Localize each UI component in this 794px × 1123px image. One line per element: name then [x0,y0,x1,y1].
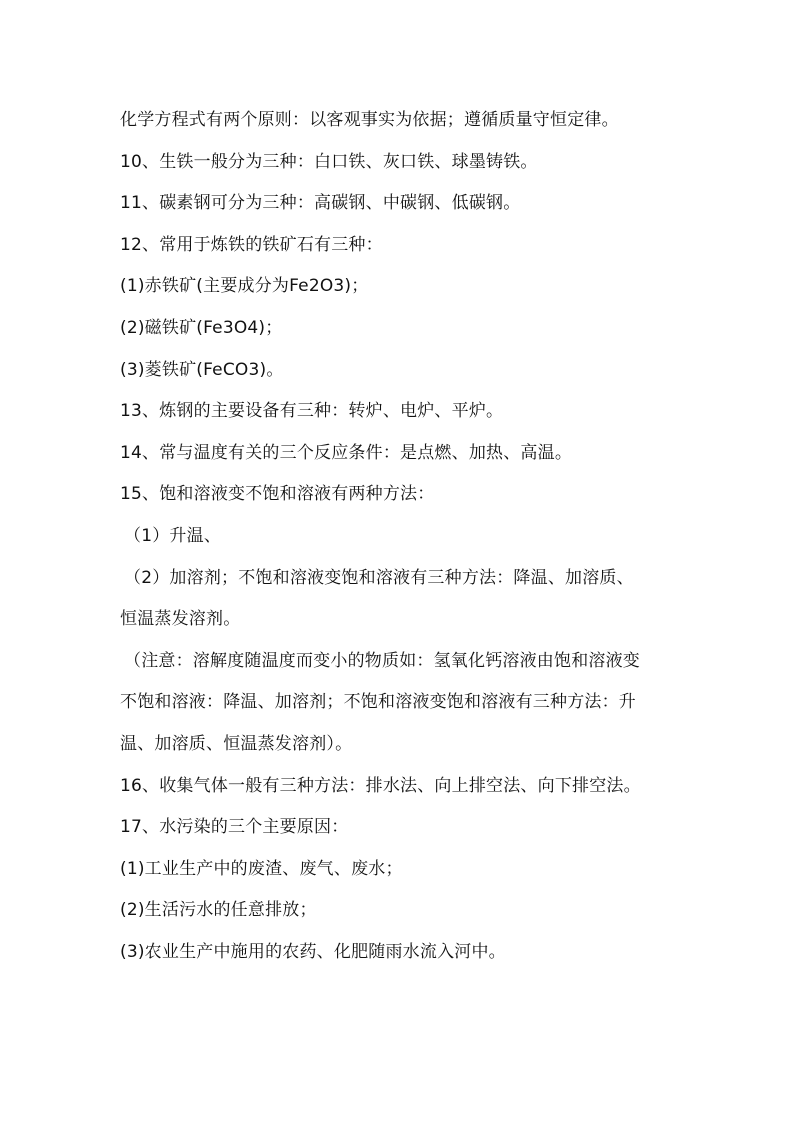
text-line: (1)赤铁矿(主要成分为Fe2O3)； [120,276,369,297]
text-line: 不饱和溶液：降温、加溶剂；不饱和溶液变饱和溶液有三种方法：升 [120,692,636,713]
text-line: （1）升温、 [124,525,222,546]
text-line: (3)农业生产中施用的农药、化肥随雨水流入河中。 [120,941,506,962]
text-line: (1)工业生产中的废渣、废气、废水； [120,858,403,879]
text-line: (3)菱铁矿(FeCO3)。 [120,359,284,380]
text-line: (2)生活污水的任意排放； [120,900,317,921]
text-line: 10、生铁一般分为三种：白口铁、灰口铁、球墨铸铁。 [120,151,538,172]
text-line: 化学方程式有两个原则：以客观事实为依据；遵循质量守恒定律。 [120,110,619,130]
document-body [120,100,680,973]
text-line: （2）加溶剂；不饱和溶液变饱和溶液有三种方法：降温、加溶质、 [124,567,634,588]
text-line: 16、收集气体一般有三种方法：排水法、向上排空法、向下排空法。 [120,775,641,796]
text-line: 温、加溶质、恒温蒸发溶剂）。 [120,733,353,754]
text-line: 12、常用于炼铁的铁矿石有三种： [120,234,383,255]
text-line: (2)磁铁矿(Fe3O4)； [120,317,283,338]
text-line: 恒温蒸发溶剂。 [120,609,241,630]
text-line: 14、常与温度有关的三个反应条件：是点燃、加热、高温。 [120,442,573,463]
text-line: 13、炼钢的主要设备有三种：转炉、电炉、平炉。 [120,401,504,422]
text-line: 17、水污染的三个主要原因： [120,817,349,838]
text-line: 11、碳素钢可分为三种：高碳钢、中碳钢、低碳钢。 [120,193,521,214]
text-line: （注意：溶解度随温度而变小的物质如：氢氧化钙溶液由饱和溶液变 [124,650,640,671]
text-line: 15、饱和溶液变不饱和溶液有两种方法： [120,484,435,505]
